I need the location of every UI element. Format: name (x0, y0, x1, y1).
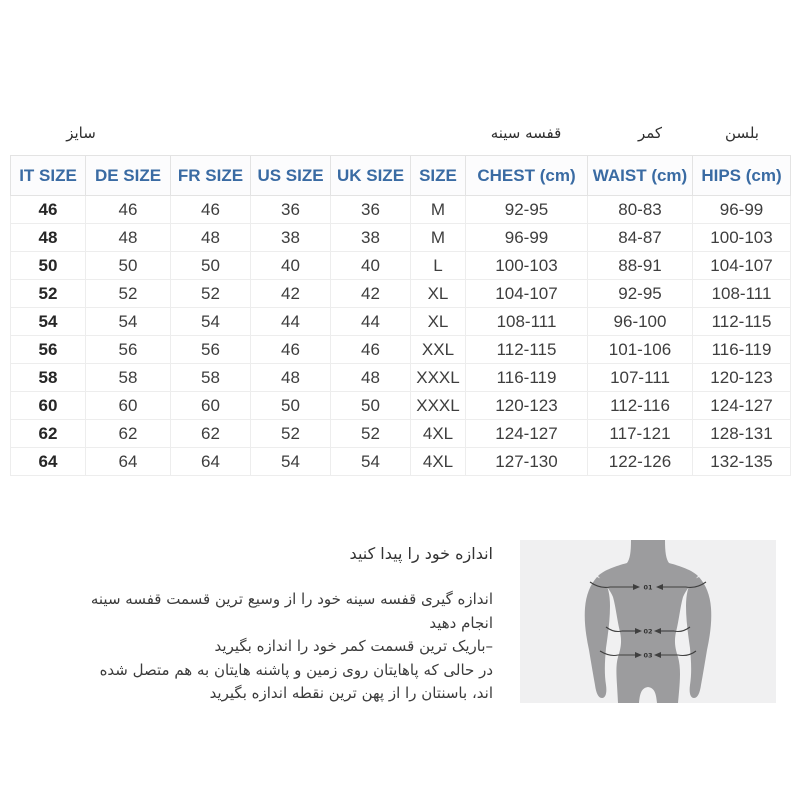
table-row (11, 196, 791, 224)
table-cell: 54 (331, 448, 411, 476)
table-cell: 54 (11, 308, 86, 336)
size-chart-table (10, 155, 791, 476)
table-cell: 101-106 (588, 336, 693, 364)
guide-line: اندازه گیری قفسه سینه خود را از وسیع ترین قسمت قفسه سینه (90, 590, 493, 608)
table-cell: XXXL (411, 392, 466, 420)
table-cell: 60 (171, 392, 251, 420)
table-cell: 36 (331, 196, 411, 224)
table-cell: 100-103 (466, 252, 588, 280)
table-cell: 64 (86, 448, 171, 476)
table-cell: 36 (251, 196, 331, 224)
hips-measure-label: 03 (643, 651, 653, 660)
table-cell: 42 (251, 280, 331, 308)
table-cell: 50 (171, 252, 251, 280)
column-header: US SIZE (251, 156, 331, 196)
table-cell: 4XL (411, 420, 466, 448)
table-cell: 54 (171, 308, 251, 336)
table-cell: 58 (171, 364, 251, 392)
column-header: DE SIZE (86, 156, 171, 196)
table-cell: 80-83 (588, 196, 693, 224)
table-cell: 54 (251, 448, 331, 476)
table-cell: 96-100 (588, 308, 693, 336)
table-cell: 128-131 (693, 420, 791, 448)
guide-line: –باریک ترین قسمت کمر خود را اندازه بگیرید (214, 637, 493, 655)
table-cell: 104-107 (466, 280, 588, 308)
table-cell: XL (411, 308, 466, 336)
table-cell: 92-95 (466, 196, 588, 224)
table-row (11, 392, 791, 420)
column-header: HIPS (cm) (693, 156, 791, 196)
table-cell: L (411, 252, 466, 280)
table-cell: 48 (11, 224, 86, 252)
chest-measure-label: 01 (643, 583, 653, 592)
table-cell: XL (411, 280, 466, 308)
table-cell: 116-119 (693, 336, 791, 364)
table-cell: 40 (331, 252, 411, 280)
table-cell: 120-123 (693, 364, 791, 392)
table-cell: 127-130 (466, 448, 588, 476)
table-cell: 64 (171, 448, 251, 476)
table-cell: 124-127 (466, 420, 588, 448)
table-cell: 46 (11, 196, 86, 224)
column-header: FR SIZE (171, 156, 251, 196)
table-cell: 120-123 (466, 392, 588, 420)
farsi-label-waist: کمر (637, 124, 663, 142)
column-header: IT SIZE (11, 156, 86, 196)
guide-paragraph (23, 588, 493, 706)
table-cell: 46 (251, 336, 331, 364)
table-row (11, 280, 791, 308)
column-header: SIZE (411, 156, 466, 196)
table-cell: 38 (331, 224, 411, 252)
table-cell: 50 (86, 252, 171, 280)
table-cell: 112-116 (588, 392, 693, 420)
table-cell: 52 (171, 280, 251, 308)
guide-line: اند، باسنتان را از پهن ترین نقطه اندازه بگیرید (209, 684, 493, 702)
table-row (11, 252, 791, 280)
table-cell: 112-115 (466, 336, 588, 364)
table-row (11, 224, 791, 252)
table-cell: 92-95 (588, 280, 693, 308)
table-cell: 48 (251, 364, 331, 392)
guide-line: انجام دهید (429, 613, 493, 632)
table-cell: 124-127 (693, 392, 791, 420)
guide-line: در حالی که پاهایتان روی زمین و پاشنه هایتان به هم متصل شده (99, 660, 493, 679)
table-body (11, 196, 791, 476)
table-cell: 104-107 (693, 252, 791, 280)
table-cell: 108-111 (466, 308, 588, 336)
guide-title: اندازه خود را پیدا کنید (349, 544, 493, 563)
table-cell: 100-103 (693, 224, 791, 252)
waist-measure-label: 02 (643, 627, 653, 636)
table-cell: 46 (331, 336, 411, 364)
farsi-label-size: سایز (66, 124, 96, 142)
table-cell: 122-126 (588, 448, 693, 476)
table-cell: 50 (251, 392, 331, 420)
table-cell: 62 (86, 420, 171, 448)
table-cell: 60 (11, 392, 86, 420)
table-cell: 88-91 (588, 252, 693, 280)
table-cell: 52 (251, 420, 331, 448)
table-row (11, 448, 791, 476)
table-cell: 56 (171, 336, 251, 364)
table-cell: 46 (171, 196, 251, 224)
table-cell: 42 (331, 280, 411, 308)
table-cell: 107-111 (588, 364, 693, 392)
table-cell: 58 (11, 364, 86, 392)
table-cell: M (411, 196, 466, 224)
table-cell: 64 (11, 448, 86, 476)
table-cell: 62 (11, 420, 86, 448)
table-row (11, 336, 791, 364)
column-header: WAIST (cm) (588, 156, 693, 196)
table-cell: 84-87 (588, 224, 693, 252)
table-cell: 4XL (411, 448, 466, 476)
table-cell: 52 (11, 280, 86, 308)
table-cell: 54 (86, 308, 171, 336)
table-cell: 116-119 (466, 364, 588, 392)
table-cell: 48 (86, 224, 171, 252)
farsi-label-chest: قفسه سینه (490, 124, 562, 142)
table-cell: 48 (171, 224, 251, 252)
header-row (11, 156, 791, 196)
table-cell: 50 (331, 392, 411, 420)
table-cell: 56 (11, 336, 86, 364)
table-cell: 40 (251, 252, 331, 280)
table-cell: 96-99 (693, 196, 791, 224)
table-cell: 58 (86, 364, 171, 392)
table-row (11, 308, 791, 336)
table-cell: 52 (86, 280, 171, 308)
table-cell: 132-135 (693, 448, 791, 476)
table-cell: 117-121 (588, 420, 693, 448)
table-row (11, 364, 791, 392)
column-header: UK SIZE (331, 156, 411, 196)
table-row (11, 420, 791, 448)
table-cell: 108-111 (693, 280, 791, 308)
table-cell: 44 (331, 308, 411, 336)
table-cell: XXXL (411, 364, 466, 392)
table-cell: 96-99 (466, 224, 588, 252)
table-cell: M (411, 224, 466, 252)
table-cell: 52 (331, 420, 411, 448)
table-cell: 44 (251, 308, 331, 336)
table-cell: 48 (331, 364, 411, 392)
farsi-label-hips: بلسن (725, 124, 759, 142)
column-header: CHEST (cm) (466, 156, 588, 196)
table-cell: 46 (86, 196, 171, 224)
body-measurement-diagram (520, 540, 776, 703)
table-cell: 62 (171, 420, 251, 448)
table-cell: 112-115 (693, 308, 791, 336)
table-cell: 56 (86, 336, 171, 364)
table-cell: XXL (411, 336, 466, 364)
table-cell: 60 (86, 392, 171, 420)
table-cell: 38 (251, 224, 331, 252)
table-cell: 50 (11, 252, 86, 280)
